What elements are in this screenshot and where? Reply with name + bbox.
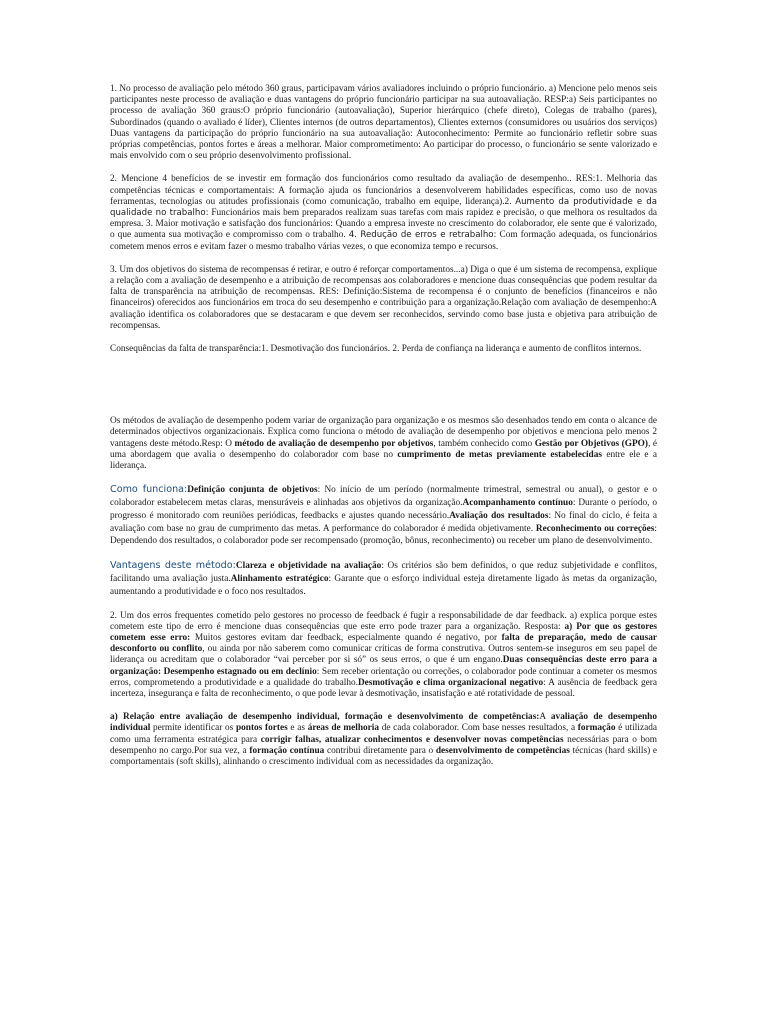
question-2-paragraph: 2. Mencione 4 benefícios de se investir em formação dos funcionários como resultado da avaliação de desempenho.. RES:1. Melhoria das competências técnicas e comportamentais: A formação ajuda os funcionários a desenvolverem habilidades específicas, como uso de novas ferramentas, tecnologias ou atitudes profissionais (como comunicação, trabalho em equipe, liderança).2. Aumento da produtividade e da qualidade no trabalho: Funcionários mais bem preparados realizam suas tarefas com mais rapidez e precisão, o que melhora os resultados da empresa. 3. Maior motivação e satisfação dos funcionários: Quando a empresa investe no crescimento do colaborador, ele sente que é valorizado, o que aumenta sua motivação e compromisso com o trabalho. 4. Redução de erros e retrabalho: Com formação adequada, os funcionários cometem menos erros e evitam fazer o mesmo trabalho várias vezes, o que economiza tempo e recursos. [110,174,658,252]
advantages-label: Vantagens deste método: [110,560,236,572]
question-6-paragraph: a) Relação entre avaliação de desempenho individual, formação e desenvolvimento de competências:A avaliação de desempenho individual permite identificar os pontos fortes e as áreas de melhoria de cada colaborador. Com base nesses resultados, a formação é utilizada como uma ferramenta estratégica para corrigir falhas, atualizar conhecimentos e desenvolver novas competências necessárias para o bom desempenho no cargo.Por sua vez, a formação contínua contribui diretamente para o desenvolvimento de competências técnicas (hard skills) e comportamentais (soft skills), alinhando o crescimento individual com as necessidades da organização. [110,712,657,768]
document-page [110,84,657,768]
question-3-paragraph: 3. Um dos objetivos do sistema de recompensas é retirar, e outro é reforçar comportamentos...a) Diga o que é um sistema de recompensa, explique a relação com a avaliação de desempenho e a atribuição de recompensas aos colaboradores e mencione duas consequências que podem resultar da falta de transparência na atribuição de recompensas. RES: Definição:Sistema de recompensa é o conjunto de benefícios (financeiros e não financeiros) oferecidos aos funcionários em troca do seu desempenho e contribuição para a organização.Relação com avaliação de desempenho:A avaliação identifica os colaboradores que se destacaram e que devem ser reconhecidos, servindo como base justa e objetiva para atribuição de recompensas. [110,264,657,331]
question-3-consequences: Consequências da falta de transparência:1. Desmotivação dos funcionários. 2. Perda de confiança na liderança e aumento de conflitos internos. [110,344,642,355]
how-it-works-paragraph: Como funciona:Definição conjunta de objetivos: No início de um período (normalmente trimestral, semestral ou anual), o gestor e o colaborador estabelecem metas claras, mensuráveis e alinhadas aos objetivos da organização.Acompanhamento contínuo: Durante o período, o progresso é monitorado com reuniões periódicas, feedbacks e ajustes quando necessário.Avaliação dos resultados: No final do ciclo, é feita a avaliação com base no grau de cumprimento das metas. A performance do colaborador é medida objetivamente. Reconhecimento ou correções: Dependendo dos resultados, o colaborador pode ser recompensado (promoção, bônus, reconhecimento) ou receber um plano de desenvolvimento. [110,484,658,547]
how-it-works-label: Como funciona: [110,484,188,496]
question-5-paragraph: 2. Um dos erros frequentes cometido pelo gestores no processo de feedback é fugir a responsabilidade de dar feedback. a) explica porque estes cometem este tipo de erro é mencione duas consequências que este erro pode trazer para a organização. Resposta: a) Por que os gestores cometem esse erro: Muitos gestores evitam dar feedback, especialmente quando é negativo, por falta de preparação, medo de causar desconforto ou conflito, ou ainda por não saberem como comunicar críticas de forma construtiva. Outros sentem-se inseguros em seu papel de liderança ou acreditam que o colaborador “vai perceber por si só” os seus erros, o que é um engano.Duas consequências deste erro para a organização: Desempenho estagnado ou em declínio: Sem receber orientação ou correções, o colaborador pode continuar a cometer os mesmos erros, comprometendo a produtividade e a qualidade do trabalho.Desmotivação e clima organizacional negativo: A ausência de feedback gera incerteza, insegurança e falta de reconhecimento, o que pode levar à desmotivação, insatisfação e até rotatividade de pessoal. [110,610,657,700]
question-1-paragraph: 1. No processo de avaliação pelo método 360 graus, participavam vários avaliadores incluindo o próprio funcionário. a) Mencione pelo menos seis participantes neste processo de avaliação e duas vantagens do próprio funcionário participar na sua autoavaliação. RESP:a) Seis participantes no processo de avaliação 360 graus:O próprio funcionário (autoavaliação), Superior hierárquico (chefe direto), Colegas de trabalho (pares), Subordinados (quando o avaliado é líder), Clientes internos (de outros departamentos), Clientes externos (consumidores ou usuários dos serviços) Duas vantagens da participação do próprio funcionário na sua autoavaliação: Autoconhecimento: Permite ao funcionário refletir sobre suas próprias competências, pontos fortes e áreas a melhorar. Maior comprometimento: Ao participar do processo, o funcionário se sente valorizado e mais envolvido com o seu próprio desenvolvimento profissional. [110,84,657,162]
advantages-paragraph: Vantagens deste método:Clareza e objetividade na avaliação: Os critérios são bem definidos, o que reduz subjetividade e conflitos, facilitando uma avaliação justa.Alinhamento estratégico: Garante que o esforço individual esteja diretamente ligado às metas da organização, aumentando a produtividade e o foco nos resultados. [110,560,657,597]
question-4-paragraph: Os métodos de avaliação de desempenho podem variar de organização para organização e os mesmos são desenhados tendo em conta o alcance de determinados objectivos organizacionais. Explica como funciona o método de avaliação de desempenho por objetivos e menciona pelo menos 2 vantagens deste método.Resp: O método de avaliação de desempenho por objetivos, também conhecido como Gestão por Objetivos (GPO), é uma abordagem que avalia o desempenho do colaborador com base no cumprimento de metas previamente estabelecidas entre ele e a liderança. [110,416,658,472]
